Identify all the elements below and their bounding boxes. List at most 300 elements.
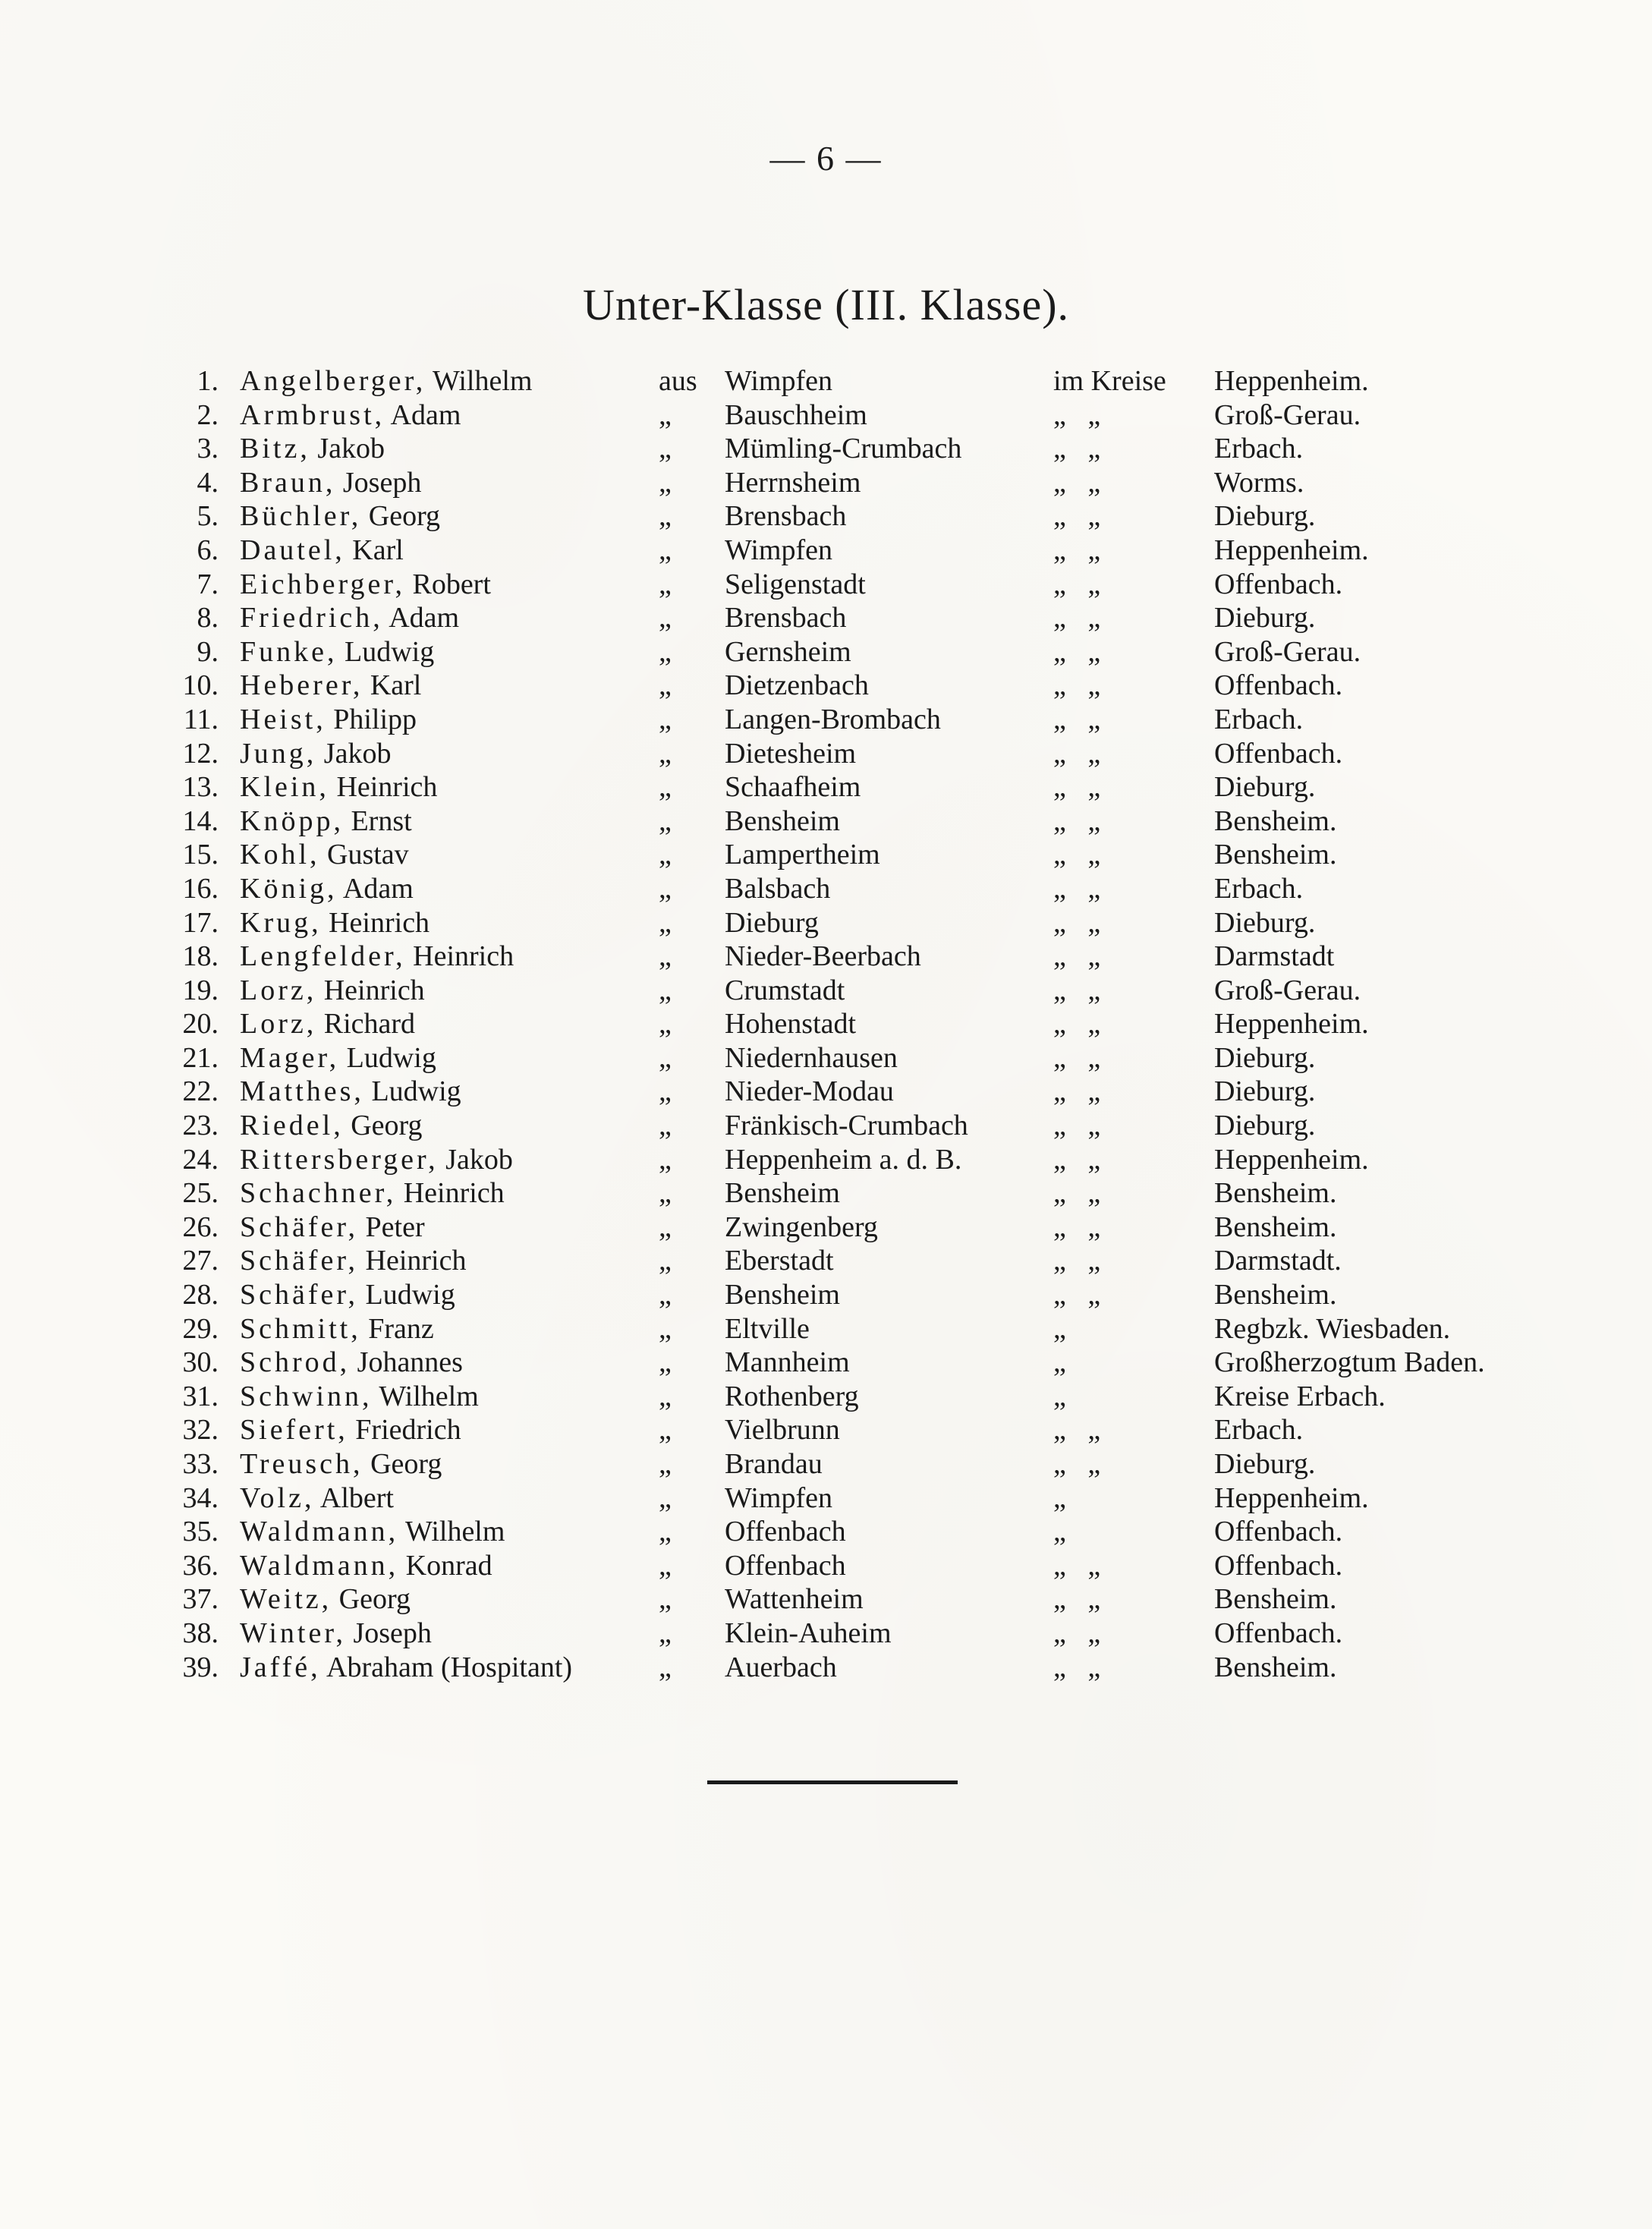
student-surname: Mager, bbox=[240, 1041, 340, 1074]
student-surname: Schäfer, bbox=[240, 1279, 359, 1311]
hometown: Offenbach bbox=[725, 1549, 846, 1582]
district: Worms. bbox=[1214, 466, 1304, 499]
student-number: 27. bbox=[182, 1245, 219, 1277]
student-given-name: Ludwig bbox=[363, 1075, 461, 1108]
district: Offenbach. bbox=[1214, 669, 1343, 702]
origin-prefix: „ bbox=[659, 1041, 672, 1074]
district: Bensheim. bbox=[1214, 1651, 1337, 1683]
student-given-name: Ludwig bbox=[358, 1279, 455, 1311]
student-name bbox=[240, 838, 409, 872]
student-surname: Lengfelder, bbox=[240, 940, 406, 973]
origin-prefix: „ bbox=[659, 1245, 672, 1277]
list-item bbox=[0, 1481, 1652, 1516]
hometown: Mannheim bbox=[725, 1346, 850, 1379]
hometown: Heppenheim a. d. B. bbox=[725, 1143, 962, 1176]
hometown: Lampertheim bbox=[725, 839, 880, 871]
list-item bbox=[0, 398, 1652, 433]
list-item bbox=[0, 906, 1652, 940]
student-given-name: Abraham (Hospitant) bbox=[320, 1651, 573, 1683]
student-name bbox=[240, 1176, 505, 1211]
hometown: Bauschheim bbox=[725, 398, 867, 431]
origin-prefix: „ bbox=[659, 1346, 672, 1379]
list-item bbox=[0, 1143, 1652, 1177]
hometown: Herrnsheim bbox=[725, 466, 861, 499]
origin-prefix: „ bbox=[659, 1075, 672, 1108]
district: Bensheim. bbox=[1214, 1211, 1337, 1243]
student-surname: Rittersberger, bbox=[240, 1143, 439, 1176]
origin-prefix: „ bbox=[659, 1312, 672, 1345]
student-name bbox=[240, 1244, 466, 1278]
student-name bbox=[240, 1211, 425, 1245]
district-prefix: „ „ bbox=[1053, 1110, 1101, 1142]
student-given-name: Adam bbox=[385, 398, 461, 431]
hometown: Wimpfen bbox=[725, 365, 832, 397]
student-name bbox=[240, 635, 434, 669]
student-number: 12. bbox=[182, 737, 219, 770]
district-prefix: „ „ bbox=[1053, 771, 1101, 804]
list-item bbox=[0, 432, 1652, 466]
student-name bbox=[240, 1617, 432, 1651]
student-number: 37. bbox=[182, 1583, 219, 1616]
student-given-name: Johannes bbox=[350, 1346, 463, 1379]
student-number: 10. bbox=[182, 669, 219, 702]
district: Heppenheim. bbox=[1214, 534, 1369, 566]
student-name bbox=[240, 1075, 461, 1109]
student-name bbox=[240, 499, 440, 534]
origin-prefix: „ bbox=[659, 1481, 672, 1514]
district-prefix: „ „ bbox=[1053, 1245, 1101, 1277]
student-given-name: Wilhelm bbox=[372, 1380, 479, 1412]
student-surname: Knöpp, bbox=[240, 804, 344, 837]
district-prefix: „ „ bbox=[1053, 635, 1101, 668]
list-item bbox=[0, 1075, 1652, 1109]
list-item bbox=[0, 872, 1652, 906]
district-prefix: „ „ bbox=[1053, 1177, 1101, 1210]
hometown: Mümling-Crumbach bbox=[725, 433, 962, 465]
student-number: 3. bbox=[197, 433, 219, 465]
student-given-name: Robert bbox=[404, 568, 491, 600]
district: Bensheim. bbox=[1214, 1177, 1337, 1210]
student-given-name: Georg bbox=[343, 1110, 423, 1142]
origin-prefix: „ bbox=[659, 737, 672, 770]
hometown: Offenbach bbox=[725, 1516, 846, 1548]
student-surname: Volz, bbox=[240, 1481, 315, 1514]
origin-prefix: „ bbox=[659, 602, 672, 634]
origin-prefix: „ bbox=[659, 669, 672, 702]
hometown: Rothenberg bbox=[725, 1380, 859, 1412]
district-prefix: „ „ bbox=[1053, 1041, 1101, 1074]
student-number: 16. bbox=[182, 872, 219, 905]
student-given-name: Konrad bbox=[398, 1549, 492, 1582]
student-surname: Funke, bbox=[240, 635, 338, 668]
student-surname: Kohl, bbox=[240, 839, 320, 871]
list-item bbox=[0, 737, 1652, 771]
district: Heppenheim. bbox=[1214, 1481, 1369, 1514]
district: Offenbach. bbox=[1214, 1617, 1343, 1649]
district: Offenbach. bbox=[1214, 568, 1343, 600]
student-number: 15. bbox=[182, 839, 219, 871]
student-name bbox=[240, 1312, 434, 1346]
student-given-name: Albert bbox=[314, 1481, 394, 1514]
student-list bbox=[0, 364, 1652, 1684]
student-surname: Waldmann, bbox=[240, 1516, 399, 1548]
student-number: 18. bbox=[182, 940, 219, 973]
district: Erbach. bbox=[1214, 872, 1304, 905]
district-prefix: „ bbox=[1053, 1516, 1066, 1548]
student-given-name: Wilhelm bbox=[398, 1516, 505, 1548]
student-name bbox=[240, 1109, 422, 1143]
student-given-name: Philipp bbox=[326, 703, 417, 735]
student-name bbox=[240, 1007, 415, 1041]
origin-prefix: „ bbox=[659, 1143, 672, 1176]
student-name bbox=[240, 974, 425, 1008]
district: Offenbach. bbox=[1214, 1516, 1343, 1548]
origin-prefix: „ bbox=[659, 1008, 672, 1041]
student-surname: König, bbox=[240, 872, 338, 905]
district-prefix: „ „ bbox=[1053, 602, 1101, 634]
student-surname: Heberer, bbox=[240, 669, 363, 702]
student-given-name: Friedrich bbox=[348, 1414, 461, 1447]
list-item bbox=[0, 770, 1652, 804]
district-prefix: „ „ bbox=[1053, 839, 1101, 871]
origin-prefix: „ bbox=[659, 1414, 672, 1447]
list-item bbox=[0, 1413, 1652, 1447]
origin-prefix: „ bbox=[659, 500, 672, 533]
district-prefix: „ „ bbox=[1053, 1414, 1101, 1447]
list-item bbox=[0, 1617, 1652, 1651]
student-name bbox=[240, 1413, 461, 1447]
student-given-name: Peter bbox=[358, 1211, 425, 1243]
student-number: 30. bbox=[182, 1346, 219, 1379]
student-number: 39. bbox=[182, 1651, 219, 1683]
student-number: 34. bbox=[182, 1481, 219, 1514]
student-number: 5. bbox=[197, 500, 219, 533]
hometown: Schaafheim bbox=[725, 771, 861, 804]
student-name bbox=[240, 1278, 455, 1312]
student-surname: Jung, bbox=[240, 737, 317, 770]
origin-prefix: „ bbox=[659, 1279, 672, 1311]
student-surname: Waldmann, bbox=[240, 1549, 399, 1582]
student-number: 35. bbox=[182, 1516, 219, 1548]
list-item bbox=[0, 1380, 1652, 1414]
list-item bbox=[0, 1312, 1652, 1346]
student-given-name: Georg bbox=[332, 1583, 411, 1616]
hometown: Bensheim bbox=[725, 1279, 840, 1311]
student-surname: Dautel, bbox=[240, 534, 345, 566]
student-given-name: Georg bbox=[363, 1448, 442, 1480]
list-item bbox=[0, 1447, 1652, 1481]
district: Dieburg. bbox=[1214, 1041, 1316, 1074]
student-number: 4. bbox=[197, 466, 219, 499]
student-surname: Büchler, bbox=[240, 500, 362, 533]
student-name bbox=[240, 432, 385, 466]
district: Bensheim. bbox=[1214, 839, 1337, 871]
student-given-name: Jakob bbox=[438, 1143, 513, 1176]
origin-prefix: aus bbox=[659, 365, 697, 397]
list-item bbox=[0, 703, 1652, 737]
student-name bbox=[240, 601, 459, 635]
page-title: Unter-Klasse (III. Klasse). bbox=[582, 280, 1070, 329]
student-number: 8. bbox=[197, 602, 219, 634]
student-given-name: Heinrich bbox=[405, 940, 514, 973]
student-given-name: Richard bbox=[316, 1008, 416, 1041]
district-prefix: „ „ bbox=[1053, 1651, 1101, 1683]
student-surname: Jaffé, bbox=[240, 1651, 321, 1683]
student-surname: Schachner, bbox=[240, 1177, 397, 1210]
district-prefix: „ bbox=[1053, 1346, 1066, 1379]
list-item bbox=[0, 669, 1652, 703]
hometown: Brensbach bbox=[725, 602, 847, 634]
student-number: 25. bbox=[182, 1177, 219, 1210]
student-number: 17. bbox=[182, 906, 219, 939]
hometown: Eberstadt bbox=[725, 1245, 834, 1277]
list-item bbox=[0, 1007, 1652, 1041]
student-name bbox=[240, 1447, 442, 1481]
list-item bbox=[0, 974, 1652, 1008]
list-item bbox=[0, 1278, 1652, 1312]
hometown: Brandau bbox=[725, 1448, 823, 1480]
origin-prefix: „ bbox=[659, 1380, 672, 1412]
list-item bbox=[0, 364, 1652, 398]
district-prefix: „ „ bbox=[1053, 906, 1101, 939]
district-prefix: „ „ bbox=[1053, 974, 1101, 1006]
hometown: Bensheim bbox=[725, 1177, 840, 1210]
district-prefix: „ „ bbox=[1053, 872, 1101, 905]
student-given-name: Georg bbox=[361, 500, 441, 533]
origin-prefix: „ bbox=[659, 568, 672, 600]
student-given-name: Jakob bbox=[310, 433, 385, 465]
district: Dieburg. bbox=[1214, 1448, 1316, 1480]
student-number: 26. bbox=[182, 1211, 219, 1243]
hometown: Langen-Brombach bbox=[725, 703, 941, 735]
origin-prefix: „ bbox=[659, 466, 672, 499]
student-name bbox=[240, 364, 532, 398]
origin-prefix: „ bbox=[659, 1211, 672, 1243]
student-surname: Schmitt, bbox=[240, 1312, 361, 1345]
hometown: Wimpfen bbox=[725, 1481, 832, 1514]
district-prefix: „ „ bbox=[1053, 1617, 1101, 1649]
student-given-name: Wilhelm bbox=[426, 365, 533, 397]
district: Bensheim. bbox=[1214, 1583, 1337, 1616]
district-prefix: „ „ bbox=[1053, 669, 1101, 702]
district-prefix: „ „ bbox=[1053, 500, 1101, 533]
district-prefix: „ „ bbox=[1053, 568, 1101, 600]
district: Bensheim. bbox=[1214, 1279, 1337, 1311]
list-item bbox=[0, 940, 1652, 974]
list-item bbox=[0, 1244, 1652, 1278]
hometown: Auerbach bbox=[725, 1651, 837, 1683]
hometown: Gernsheim bbox=[725, 635, 851, 668]
district-prefix: „ „ bbox=[1053, 940, 1101, 973]
hometown: Niedernhausen bbox=[725, 1041, 898, 1074]
student-surname: Friedrich, bbox=[240, 602, 383, 634]
origin-prefix: „ bbox=[659, 398, 672, 431]
student-number: 11. bbox=[183, 703, 219, 735]
list-item bbox=[0, 838, 1652, 872]
district-prefix: „ bbox=[1053, 1380, 1066, 1412]
origin-prefix: „ bbox=[659, 804, 672, 837]
student-name bbox=[240, 1582, 411, 1617]
district-prefix: „ „ bbox=[1053, 1448, 1101, 1480]
student-number: 7. bbox=[197, 568, 219, 600]
student-name bbox=[240, 703, 417, 737]
student-name bbox=[240, 872, 414, 906]
district-prefix: „ „ bbox=[1053, 466, 1101, 499]
closing-rule bbox=[707, 1780, 958, 1784]
district: Heppenheim. bbox=[1214, 1143, 1369, 1176]
district: Offenbach. bbox=[1214, 737, 1343, 770]
origin-prefix: „ bbox=[659, 1516, 672, 1548]
list-item bbox=[0, 804, 1652, 839]
student-given-name: Heinrich bbox=[396, 1177, 505, 1210]
student-surname: Weitz, bbox=[240, 1583, 332, 1616]
student-number: 19. bbox=[182, 974, 219, 1006]
student-number: 32. bbox=[182, 1414, 219, 1447]
student-given-name: Heinrich bbox=[329, 771, 438, 804]
student-number: 22. bbox=[182, 1075, 219, 1108]
origin-prefix: „ bbox=[659, 771, 672, 804]
origin-prefix: „ bbox=[659, 1110, 672, 1142]
student-surname: Schäfer, bbox=[240, 1245, 359, 1277]
hometown: Bensheim bbox=[725, 804, 840, 837]
list-item bbox=[0, 1346, 1652, 1380]
hometown: Wimpfen bbox=[725, 534, 832, 566]
student-surname: Siefert, bbox=[240, 1414, 348, 1447]
origin-prefix: „ bbox=[659, 906, 672, 939]
district-prefix: „ „ bbox=[1053, 737, 1101, 770]
district: Erbach. bbox=[1214, 1414, 1304, 1447]
district-prefix: „ „ bbox=[1053, 1279, 1101, 1311]
list-item bbox=[0, 568, 1652, 602]
hometown: Nieder-Modau bbox=[725, 1075, 894, 1108]
student-number: 24. bbox=[182, 1143, 219, 1176]
student-name bbox=[240, 466, 421, 500]
district: Darmstadt bbox=[1214, 940, 1335, 973]
hometown: Crumstadt bbox=[725, 974, 845, 1006]
student-given-name: Karl bbox=[363, 669, 422, 702]
list-item bbox=[0, 1109, 1652, 1143]
student-name bbox=[240, 906, 430, 940]
district: Erbach. bbox=[1214, 433, 1304, 465]
origin-prefix: „ bbox=[659, 635, 672, 668]
district-prefix: „ bbox=[1053, 1312, 1066, 1345]
student-name bbox=[240, 1549, 492, 1583]
origin-prefix: „ bbox=[659, 1617, 672, 1649]
district-prefix: „ „ bbox=[1053, 1583, 1101, 1616]
student-name bbox=[240, 770, 437, 804]
student-name bbox=[240, 568, 491, 602]
student-given-name: Heinrich bbox=[316, 974, 425, 1006]
district: Groß-Gerau. bbox=[1214, 635, 1361, 668]
district-prefix: „ „ bbox=[1053, 398, 1101, 431]
district-prefix: „ „ bbox=[1053, 433, 1101, 465]
hometown: Dieburg bbox=[725, 906, 819, 939]
origin-prefix: „ bbox=[659, 1549, 672, 1582]
student-name bbox=[240, 737, 391, 771]
origin-prefix: „ bbox=[659, 974, 672, 1006]
student-surname: Bitz, bbox=[240, 433, 310, 465]
district: Dieburg. bbox=[1214, 1110, 1316, 1142]
student-given-name: Gustav bbox=[319, 839, 409, 871]
hometown: Klein-Auheim bbox=[725, 1617, 892, 1649]
student-surname: Lorz, bbox=[240, 1008, 317, 1041]
district-prefix: im Kreise bbox=[1053, 365, 1166, 397]
page-number: — 6 — bbox=[769, 139, 883, 178]
list-item bbox=[0, 534, 1652, 568]
list-item bbox=[0, 1176, 1652, 1211]
list-item bbox=[0, 1549, 1652, 1583]
district: Dieburg. bbox=[1214, 500, 1316, 533]
district-prefix: „ „ bbox=[1053, 1549, 1101, 1582]
district: Kreise Erbach. bbox=[1214, 1380, 1386, 1412]
list-item bbox=[0, 1515, 1652, 1549]
student-surname: Eichberger, bbox=[240, 568, 405, 600]
student-name bbox=[240, 1380, 479, 1414]
district: Dieburg. bbox=[1214, 771, 1316, 804]
student-given-name: Ludwig bbox=[337, 635, 435, 668]
hometown: Nieder-Beerbach bbox=[725, 940, 921, 973]
student-name bbox=[240, 1481, 394, 1516]
hometown: Dietzenbach bbox=[725, 669, 869, 702]
list-item bbox=[0, 1041, 1652, 1075]
student-number: 38. bbox=[182, 1617, 219, 1649]
list-item bbox=[0, 1211, 1652, 1245]
list-item bbox=[0, 635, 1652, 669]
student-name bbox=[240, 398, 461, 433]
hometown: Brensbach bbox=[725, 500, 847, 533]
district: Dieburg. bbox=[1214, 602, 1316, 634]
district: Großherzogtum Baden. bbox=[1214, 1346, 1485, 1379]
student-name bbox=[240, 1651, 572, 1685]
origin-prefix: „ bbox=[659, 1651, 672, 1683]
district: Dieburg. bbox=[1214, 906, 1316, 939]
student-name bbox=[240, 534, 404, 568]
student-number: 14. bbox=[182, 804, 219, 837]
list-item bbox=[0, 1651, 1652, 1685]
student-surname: Treusch, bbox=[240, 1448, 363, 1480]
hometown: Balsbach bbox=[725, 872, 831, 905]
student-name bbox=[240, 1143, 513, 1177]
list-item bbox=[0, 1582, 1652, 1617]
hometown: Wattenheim bbox=[725, 1583, 864, 1616]
origin-prefix: „ bbox=[659, 872, 672, 905]
student-given-name: Heinrich bbox=[321, 906, 430, 939]
district-prefix: „ „ bbox=[1053, 1075, 1101, 1108]
student-given-name: Adam bbox=[337, 872, 414, 905]
student-surname: Angelberger, bbox=[240, 365, 426, 397]
origin-prefix: „ bbox=[659, 839, 672, 871]
origin-prefix: „ bbox=[659, 940, 672, 973]
student-number: 13. bbox=[182, 771, 219, 804]
student-number: 1. bbox=[197, 365, 219, 397]
student-number: 36. bbox=[182, 1549, 219, 1582]
district-prefix: „ „ bbox=[1053, 804, 1101, 837]
list-item bbox=[0, 466, 1652, 500]
list-item bbox=[0, 601, 1652, 635]
student-surname: Armbrust, bbox=[240, 398, 385, 431]
student-surname: Matthes, bbox=[240, 1075, 364, 1108]
district: Groß-Gerau. bbox=[1214, 398, 1361, 431]
student-name bbox=[240, 804, 412, 839]
student-given-name: Ludwig bbox=[339, 1041, 436, 1074]
student-number: 2. bbox=[197, 398, 219, 431]
student-surname: Schrod, bbox=[240, 1346, 351, 1379]
district: Heppenheim. bbox=[1214, 365, 1369, 397]
student-number: 23. bbox=[182, 1110, 219, 1142]
origin-prefix: „ bbox=[659, 534, 672, 566]
student-surname: Heist, bbox=[240, 703, 326, 735]
student-surname: Braun, bbox=[240, 466, 336, 499]
